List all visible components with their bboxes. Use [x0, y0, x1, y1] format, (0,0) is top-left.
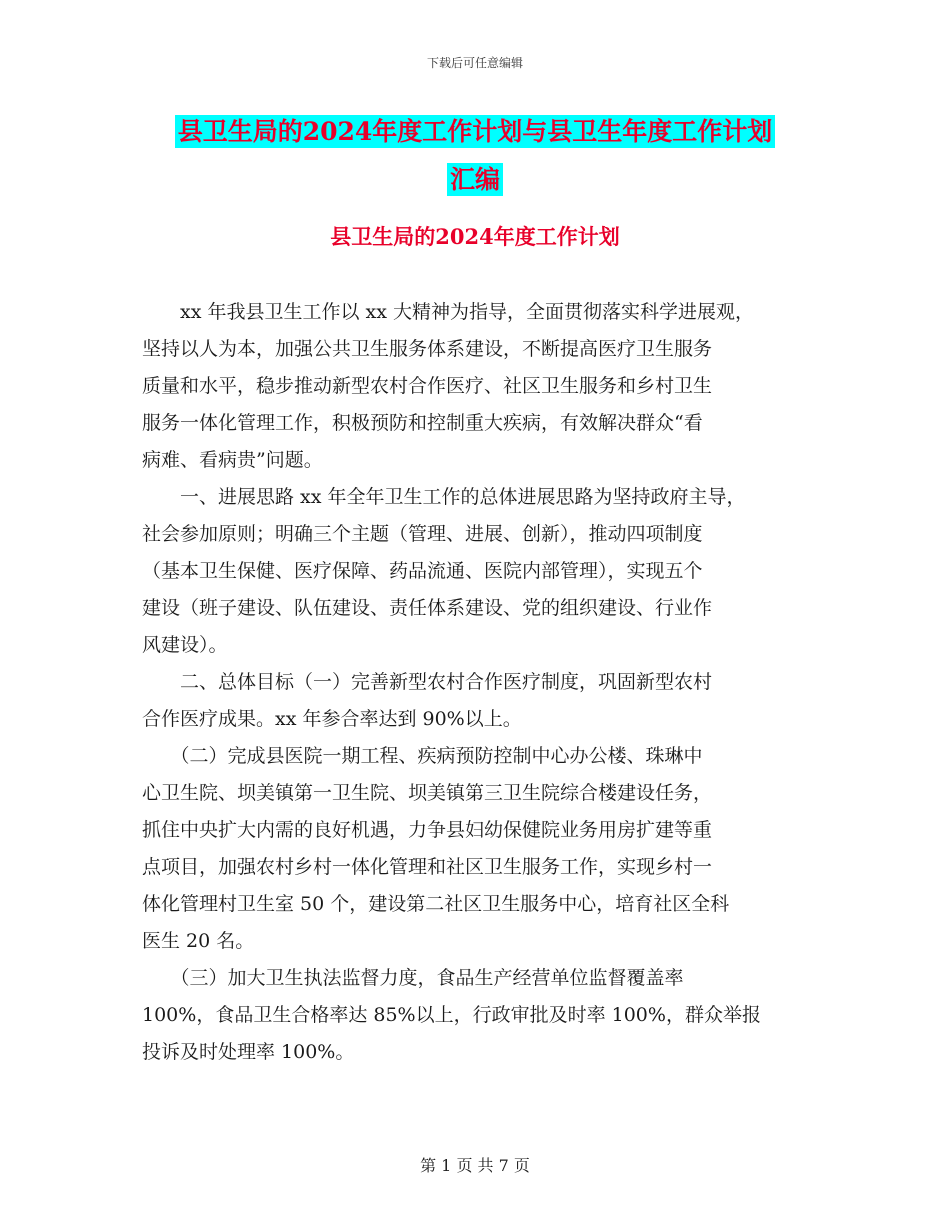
text-line: 建设（班子建设、队伍建设、责任体系建设、党的组织建设、行业作: [142, 597, 713, 619]
page-footer: 第 1 页 共 7 页: [420, 1156, 530, 1175]
text-line: 质量和水平，稳步推动新型农村合作医疗、社区卫生服务和乡村卫生: [142, 375, 713, 397]
document-title-line-1: 县卫生局的2024年度工作计划与县卫生年度工作计划: [175, 115, 776, 148]
text-line: （二）完成县医院一期工程、疾病预防控制中心办公楼、珠琳中: [142, 745, 703, 767]
text-line: （三）加大卫生执法监督力度，食品生产经营单位监督覆盖率: [142, 967, 684, 989]
text-line: 心卫生院、坝美镇第一卫生院、坝美镇第三卫生院综合楼建设任务，: [142, 782, 713, 804]
section-title: 县卫生局的2024年度工作计划: [330, 224, 620, 249]
document-title: [0, 108, 950, 204]
body-text: [142, 294, 832, 1071]
text-line: 一、进展思路 xx 年全年卫生工作的总体进展思路为坚持政府主导，: [142, 486, 746, 508]
text-line: 体化管理村卫生室 50 个，建设第二社区卫生服务中心，培育社区全科: [142, 893, 730, 915]
text-line: 坚持以人为本，加强公共卫生服务体系建设，不断提高医疗卫生服务: [142, 338, 713, 360]
text-line: 点项目，加强农村乡村一体化管理和社区卫生服务工作，实现乡村一: [142, 856, 713, 878]
text-line: 合作医疗成果。xx 年参合率达到 90%以上。: [142, 708, 522, 730]
text-line: 医生 20 名。: [142, 930, 255, 952]
header-note: 下载后可任意编辑: [426, 56, 523, 70]
document-title-line-2: 汇编: [447, 163, 503, 196]
text-line: 投诉及时处理率 100%。: [142, 1041, 355, 1063]
text-line: 二、总体目标（一）完善新型农村合作医疗制度，巩固新型农村: [142, 671, 713, 693]
text-line: 病难、看病贵”问题。: [142, 449, 323, 471]
text-line: 风建设）。: [142, 634, 228, 656]
text-line: 服务一体化管理工作，积极预防和控制重大疾病，有效解决群众“看: [142, 412, 703, 434]
text-line: （基本卫生保健、医疗保障、药品流通、医院内部管理），实现五个: [142, 560, 703, 582]
text-line: xx 年我县卫生工作以 xx 大精神为指导，全面贯彻落实科学进展观，: [142, 301, 754, 323]
text-line: 抓住中央扩大内需的良好机遇，力争县妇幼保健院业务用房扩建等重: [142, 819, 713, 841]
text-line: 社会参加原则；明确三个主题（管理、进展、创新），推动四项制度: [142, 523, 703, 545]
text-line: 100%，食品卫生合格率达 85%以上，行政审批及时率 100%，群众举报: [142, 1004, 761, 1026]
